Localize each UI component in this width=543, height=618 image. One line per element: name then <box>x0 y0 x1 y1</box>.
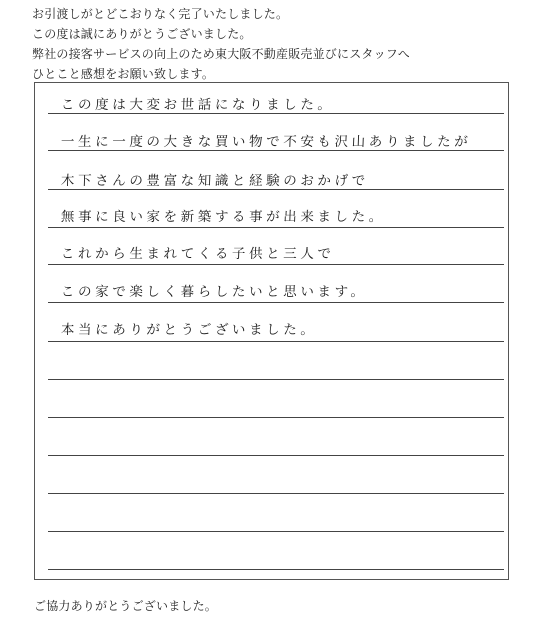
feedback-line-6: この家で楽しく暮らしたいと思います。 <box>60 284 368 300</box>
ruled-line <box>48 227 504 228</box>
intro-line-1: お引渡しがとどこおりなく完了いたしました。 <box>32 7 289 21</box>
feedback-line-7: 本当にありがとうございました。 <box>60 322 318 338</box>
ruled-line <box>48 189 504 190</box>
ruled-line <box>48 302 504 303</box>
ruled-line <box>48 113 504 114</box>
intro-text <box>32 4 532 84</box>
feedback-line-2: 一生に一度の大きな買い物で不安も沢山ありましたが <box>60 134 472 150</box>
feedback-line-5: これから生まれてくる子供と三人で <box>60 246 335 262</box>
feedback-line-3: 木下さんの豊富な知識と経験のおかげで <box>60 173 370 189</box>
intro-line-2: この度は誠にありがとうございました。 <box>32 27 252 41</box>
intro-line-3: 弊社の接客サービスの向上のため東大阪不動産販売並びにスタッフへ <box>32 47 410 61</box>
ruled-line <box>48 417 504 418</box>
ruled-line <box>48 150 504 151</box>
ruled-line <box>48 341 504 342</box>
ruled-line <box>48 531 504 532</box>
ruled-line <box>48 264 504 265</box>
feedback-line-4: 無事に良い家を新築する事が出来ました。 <box>60 209 387 225</box>
footer-thanks: ご協力ありがとうございました。 <box>34 599 218 613</box>
ruled-line <box>48 455 504 456</box>
ruled-line <box>48 569 504 570</box>
feedback-line-1: この度は大変お世話になりました。 <box>60 97 335 113</box>
ruled-line <box>48 379 504 380</box>
ruled-line <box>48 493 504 494</box>
intro-line-4: ひとこと感想をお願い致します。 <box>32 67 215 81</box>
feedback-form-box <box>34 82 509 580</box>
